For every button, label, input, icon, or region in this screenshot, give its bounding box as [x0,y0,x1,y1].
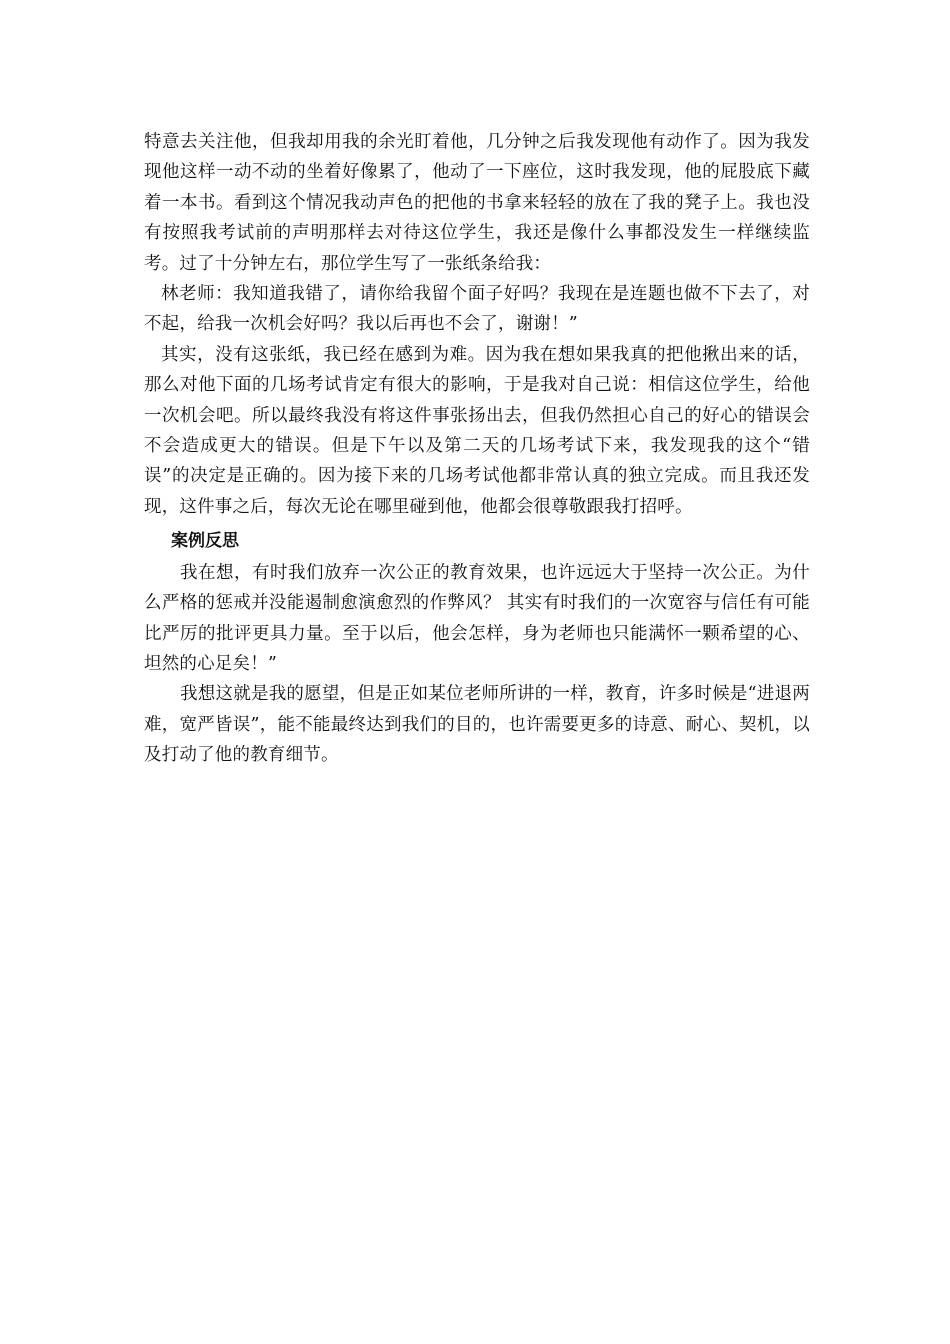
paragraph-story-continued: 特意去关注他，但我却用我的余光盯着他，几分钟之后我发现他有动作了。因为我发现他这样一动不动的坐着好像累了，他动了一下座位，这时我发现，他的屁股底下藏着一本书。看到这个情况我动声色的把他的书拿来轻轻的放在了我的凳子上。我也没有按照我考试前的声明那样去对待这位学生，我还是像什么事都没发生一样继续监考。过了十分钟左右，那位学生写了一张纸条给我： [144,132,810,274]
section-heading-case-reflection: 案例反思 [171,531,239,552]
paragraph-teacher-decision: 其实，没有这张纸，我已经在感到为难。因为我在想如果我真的把他揪出来的话，那么对他下面的几场考试肯定有很大的影响，于是我对自己说：相信这位学生，给他一次机会吧。所以最终我没有将这件事张扬出去，但我仍然担心自己的好心的错误会不会造成更大的错误。但是下午以及第二天的几场考试下来，我发现我的这个“错误”的决定是正确的。因为接下来的几场考试他都非常认真的独立完成。而且我还发现，这件事之后，每次无论在哪里碰到他，他都会很尊敬跟我打招呼。 [144,344,810,517]
paragraph-student-note: 林老师：我知道我错了，请你给我留个面子好吗？我现在是连题也做不下去了，对不起，给我一次机会好吗？我以后再也不会了，谢谢！” [144,284,810,335]
paragraph-reflection-1: 我在想，有时我们放弃一次公正的教育效果，也许远远大于坚持一次公正。为什么严格的惩戒并没能遏制愈演愈烈的作弊风？ 其实有时我们的一次宽容与信任有可能比严厉的批评更具力量。至于以后，他会怎样，身为老师也只能满怀一颗希望的心、坦然的心足矣！” [144,562,810,674]
document-page [144,127,810,771]
paragraph-reflection-2: 我想这就是我的愿望，但是正如某位老师所讲的一样，教育，许多时候是“进退两难，宽严皆误”，能不能最终达到我们的目的，也许需要更多的诗意、耐心、契机，以及打动了他的教育细节。 [144,684,810,766]
